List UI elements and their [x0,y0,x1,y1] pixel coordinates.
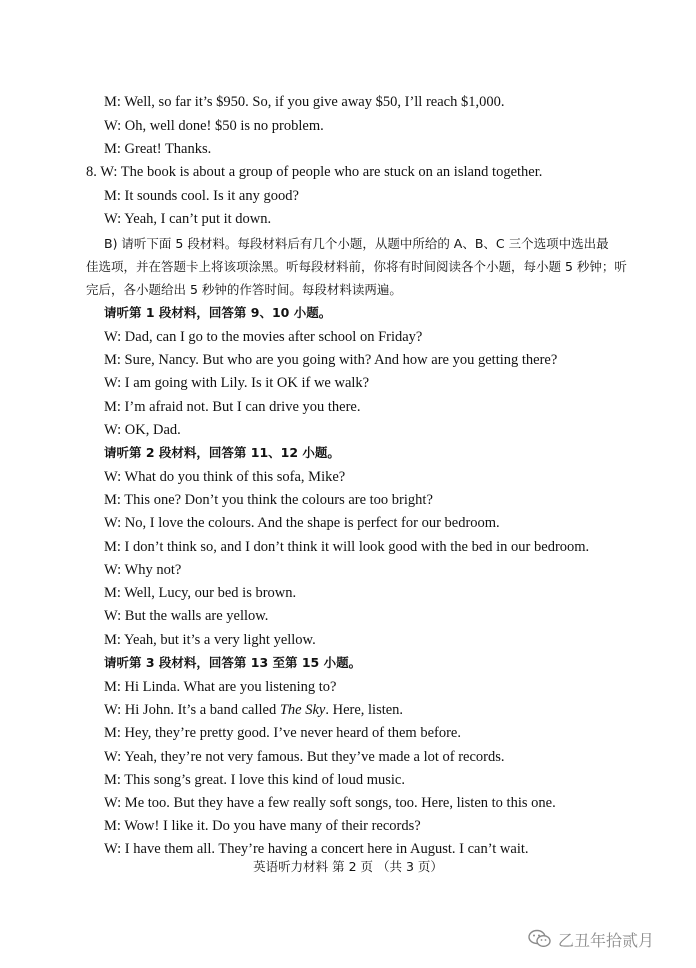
transcript-line: M: I don’t think so, and I don’t think it will look good with the bed in our bedroom. [104,539,590,555]
transcript-line: W: Dad, can I go to the movies after school on Friday? [104,329,423,345]
question-8-line: 8. W: The book is about a group of people who are stuck on an island together. [86,164,543,180]
transcript-line [104,701,403,719]
transcript-line: M: Well, so far it’s $950. So, if you give away $50, I’ll reach $1,000. [104,94,505,110]
transcript-line: M: I’m afraid not. But I can drive you there. [104,399,361,415]
transcript-line: M: Yeah, but it’s a very light yellow. [104,632,316,648]
transcript-line: M: This one? Don’t you think the colours are too bright? [104,492,433,508]
watermark [528,926,654,952]
transcript-line: W: Oh, well done! $50 is no problem. [104,118,324,134]
wechat-icon [528,929,552,949]
transcript-line: M: Wow! I like it. Do you have many of their records? [104,818,421,834]
page-footer [0,857,696,875]
footer-total-pages: （共 3 页） [376,859,443,874]
transcript-text: W: Hi John. It’s a band called [104,702,280,718]
transcript-line: M: Hey, they’re pretty good. I’ve never heard of them before. [104,725,461,741]
transcript-line: M: This song’s great. I love this kind of loud music. [104,772,405,788]
material-1-heading: 请听第 1 段材料，回答第 9、10 小题。 [104,305,332,320]
transcript-line: W: Why not? [104,562,182,578]
section-b-instructions: B) 请听下面 5 段材料。每段材料后有几个小题，从题中所给的 A、B、C 三个选项中选出最 [104,236,609,251]
watermark-text: 乙丑年拾贰月 [558,930,655,950]
section-b-instructions: 完后，各小题给出 5 秒钟的作答时间。每段材料读两遍。 [86,282,402,297]
transcript-line: M: Well, Lucy, our bed is brown. [104,585,297,601]
transcript-line: W: I am going with Lily. Is it OK if we walk? [104,375,370,391]
material-2-heading: 请听第 2 段材料，回答第 11、12 小题。 [104,445,340,460]
transcript-line: W: Yeah, they’re not very famous. But they’ve made a lot of records. [104,749,505,765]
transcript-line: W: But the walls are yellow. [104,608,269,624]
footer-page-number: 第 2 页 [332,859,373,874]
transcript-line: W: What do you think of this sofa, Mike? [104,469,346,485]
transcript-line: M: Great! Thanks. [104,141,212,157]
transcript-line: M: It sounds cool. Is it any good? [104,188,299,204]
transcript-line: W: No, I love the colours. And the shape is perfect for our bedroom. [104,515,500,531]
material-3-heading: 请听第 3 段材料，回答第 13 至第 15 小题。 [104,655,362,670]
transcript-line: W: I have them all. They’re having a concert here in August. I can’t wait. [104,841,529,857]
transcript-line: M: Sure, Nancy. But who are you going with? And how are you getting there? [104,352,558,368]
transcript-text: . Here, listen. [325,702,404,718]
transcript-line: W: OK, Dad. [104,422,181,438]
section-b-instructions: 佳选项，并在答题卡上将该项涂黑。听每段材料前，你将有时间阅读各个小题，每小题 5 秒钟；听 [86,259,627,274]
transcript-line: W: Me too. But they have a few really soft songs, too. Here, listen to this one. [104,795,556,811]
transcript-line: W: Yeah, I can’t put it down. [104,211,272,227]
band-name: The Sky [279,702,326,718]
transcript-line: M: Hi Linda. What are you listening to? [104,679,337,695]
footer-subject: 英语听力材料 [253,859,329,874]
